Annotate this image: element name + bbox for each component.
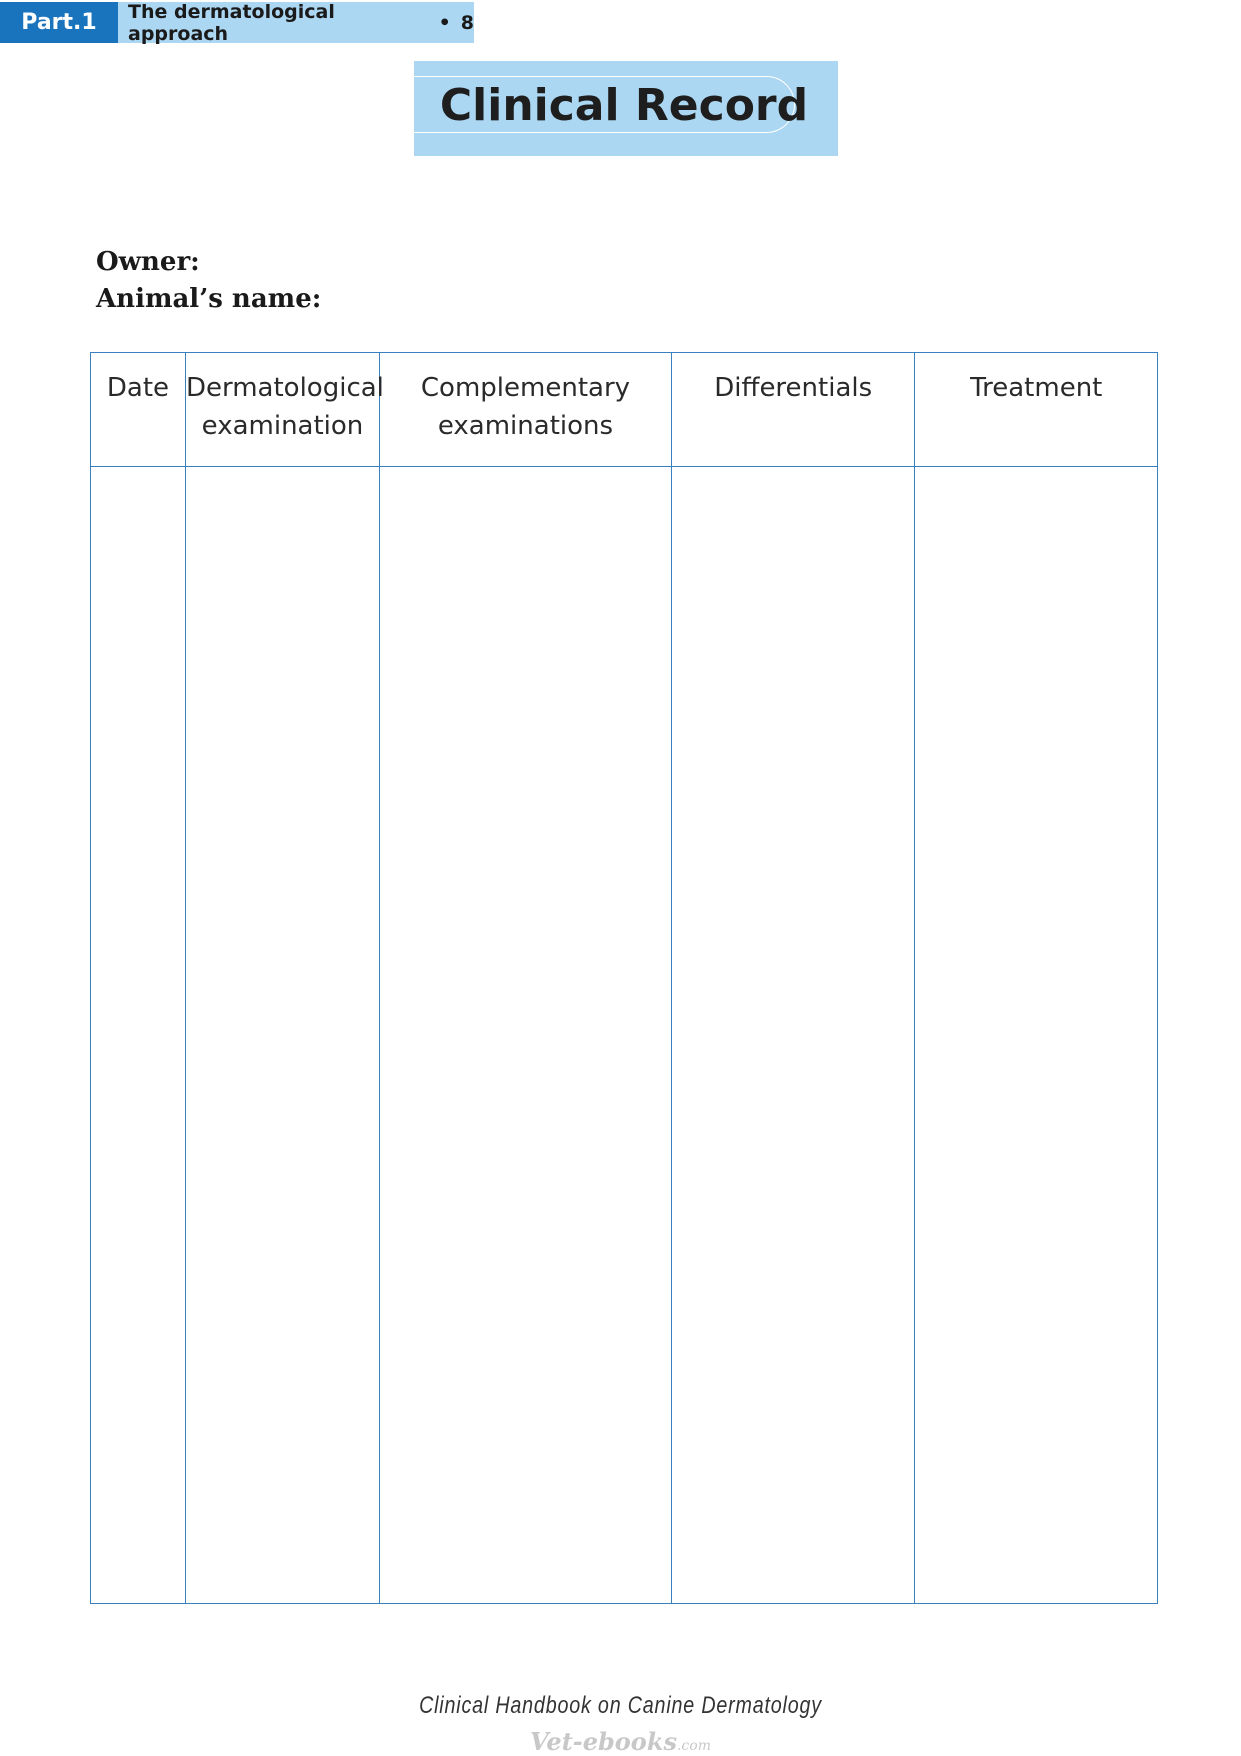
differentials-cell[interactable] bbox=[671, 467, 915, 1604]
column-header-treatment bbox=[915, 353, 1158, 467]
part-label: Part.1 bbox=[0, 2, 118, 43]
page-title: Clinical Record bbox=[439, 80, 809, 131]
column-header-differentials bbox=[671, 353, 915, 467]
column-header-line: Differentials bbox=[714, 373, 873, 403]
column-header-line: examinations bbox=[437, 411, 614, 441]
treatment-cell[interactable] bbox=[915, 467, 1158, 1604]
column-header-line: Dermatological bbox=[185, 373, 384, 403]
table-header-row bbox=[91, 353, 1158, 467]
animal-name-label: Animal’s name: bbox=[96, 284, 322, 314]
clinical-record-table bbox=[90, 352, 1158, 1604]
complementary-examinations-cell[interactable] bbox=[379, 467, 671, 1604]
watermark-main: Vet-ebooks bbox=[530, 1727, 677, 1756]
column-header-complementary-examinations bbox=[379, 353, 671, 467]
column-header-line: examination bbox=[201, 411, 364, 441]
header-separator: • bbox=[438, 11, 451, 34]
watermark-suffix: .com bbox=[676, 1738, 711, 1754]
section-title: The dermatological approach bbox=[128, 0, 335, 45]
watermark-logo bbox=[0, 1727, 1241, 1756]
section-header bbox=[118, 2, 474, 43]
owner-label: Owner: bbox=[96, 247, 200, 277]
column-header-line: Date bbox=[106, 373, 170, 403]
page-number: 8 bbox=[460, 11, 474, 34]
column-header-line: Complementary bbox=[420, 373, 631, 403]
column-header-date bbox=[91, 353, 186, 467]
title-banner bbox=[414, 61, 838, 156]
table-row bbox=[91, 467, 1158, 1604]
date-cell[interactable] bbox=[91, 467, 186, 1604]
running-header bbox=[0, 2, 474, 43]
dermatological-examination-cell[interactable] bbox=[185, 467, 379, 1604]
column-header-line: Treatment bbox=[970, 373, 1103, 403]
book-title-footer: Clinical Handbook on Canine Dermatology bbox=[419, 1692, 822, 1719]
column-header-dermatological-examination bbox=[185, 353, 384, 467]
patient-info bbox=[96, 244, 321, 318]
